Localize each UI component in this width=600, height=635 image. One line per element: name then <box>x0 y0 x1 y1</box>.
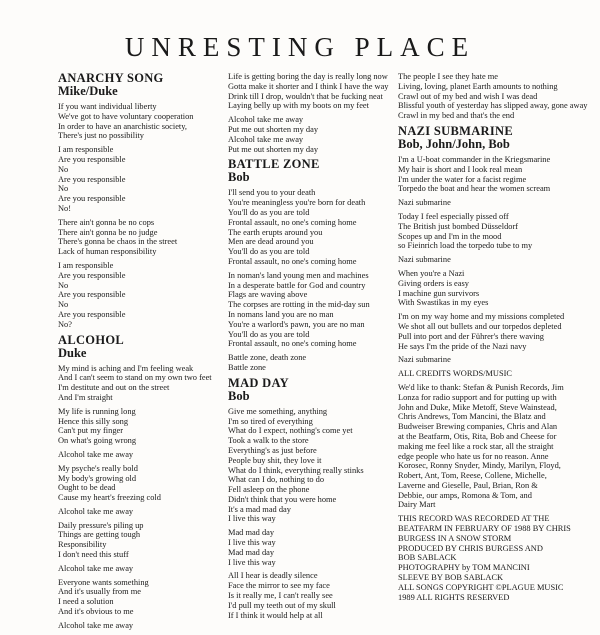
stanza <box>398 212 566 251</box>
lyric-line: Took a walk to the store <box>228 436 309 446</box>
lyric-line: Crawl in my bed and that's the end <box>398 111 515 121</box>
lyric-line: Hence this silly song <box>58 416 129 426</box>
lyric-line: You're a warlord's pawn, you are no man <box>228 319 365 329</box>
stanza <box>398 198 566 208</box>
song-title: MAD DAY <box>228 375 290 390</box>
lyric-line: Today I feel especially pissed off <box>398 211 509 221</box>
lyric-line: Korosec, Ronny Snyder, Mindy, Marilyn, Floyd, <box>398 461 561 471</box>
song-block <box>228 72 396 154</box>
lyric-line: Put me out shorten my day <box>228 124 319 134</box>
stanza <box>228 571 396 620</box>
stanza <box>228 271 396 349</box>
lyric-line: Nazi submarine <box>398 355 451 365</box>
lyric-line: Giving orders is easy <box>398 278 469 288</box>
lyric-line: BEATFARM IN FEBRUARY OF 1988 BY CHRIS <box>398 524 571 534</box>
lyric-line: And I can't seem to stand on my own two feet <box>58 373 212 383</box>
stanza <box>58 145 226 214</box>
lyric-line: Put me out shorten my day <box>228 144 319 154</box>
lyric-line: Everyone wants something <box>58 577 149 587</box>
lyric-line: There ain't gonna be no cops <box>58 217 155 227</box>
stanza <box>58 407 226 446</box>
song-block <box>398 123 571 602</box>
lyric-line: When you're a Nazi <box>398 268 465 278</box>
stanza <box>228 528 396 567</box>
lyric-line: Torpedo the boat and hear the women scream <box>398 184 551 194</box>
lyric-line: All I hear is deadly silence <box>228 571 318 581</box>
lyric-line: No! <box>58 203 72 213</box>
lyric-line: Cause my heart's freezing cold <box>58 493 161 503</box>
lyric-line: Debbie, our amps, Romona & Tom, and <box>398 490 532 500</box>
song-block <box>228 158 396 372</box>
stanza <box>228 115 396 154</box>
column-2 <box>228 72 396 624</box>
lyric-line: You're meaningless you're born for death <box>228 198 366 208</box>
song-credit: Mike/Duke <box>58 84 118 98</box>
lyric-line: My psyche's really bold <box>58 463 138 473</box>
lyric-line: In a desperate battle for God and country <box>228 280 366 290</box>
lyric-line: We shot all out bullets and our torpedos depleted <box>398 321 562 331</box>
song-credit: Bob <box>228 388 250 403</box>
page-title: UNRESTING PLACE <box>124 32 476 62</box>
stanza <box>58 464 226 503</box>
lyric-line: Frontal assault, no one's coming home <box>228 256 357 266</box>
lyric-line: If you want individual liberty <box>58 102 157 111</box>
lyric-line: You'll do as you are told <box>228 247 310 257</box>
song-title: BATTLE ZONE <box>228 157 320 172</box>
lyric-line: Nazi submarine <box>398 198 451 208</box>
song-block <box>58 334 226 631</box>
lyric-line: The British just bombed Düsseldorf <box>398 221 519 231</box>
lyric-line: My mind is aching and I'm feeling weak <box>58 363 194 373</box>
lyric-line: In noman's land young men and machines <box>228 270 369 280</box>
lyric-line: Living, loving, planet Earth amounts to nothing <box>398 81 558 91</box>
lyric-line: I'd pull my teeth out of my skull <box>228 600 336 610</box>
stanza <box>398 355 566 365</box>
lyric-line: Ought to be dead <box>58 483 116 493</box>
stanza <box>398 312 566 351</box>
stanza <box>228 407 396 525</box>
lyric-line: He says I'm the pride of the Nazi navy <box>398 341 527 351</box>
lyric-line: 1989 ALL RIGHTS RESERVED <box>398 592 510 602</box>
lyric-line: My life is running long <box>58 406 136 416</box>
lyric-line: Responsibility <box>58 540 107 550</box>
lyric-line: Mad mad day <box>228 547 275 557</box>
lyric-line: Are you responsible <box>58 174 126 184</box>
lyric-line: What can I do, nothing to do <box>228 475 325 485</box>
lyric-line: You'll do as you are told <box>228 329 310 339</box>
lyric-line: Laverne and Gieselle, Paul, Brian, Ron & <box>398 480 538 490</box>
song-block <box>58 72 226 330</box>
lyric-line: Crawl out of my bed and wish I was dead <box>398 91 538 101</box>
lyric-line: Are you responsible <box>58 270 126 280</box>
lyric-line: I am responsible <box>58 260 114 270</box>
lyric-line: Alcohol take me away <box>228 134 304 144</box>
stanza <box>58 450 226 460</box>
lyric-line: You'll do as you are told <box>228 207 310 217</box>
lyric-line: Frontal assault, no one's coming home <box>228 339 357 349</box>
song-title: ALCOHOL <box>58 332 124 347</box>
lyric-line: Alcohol take me away <box>58 449 134 459</box>
lyric-line: Alcohol take me away <box>58 506 134 516</box>
lyric-line: I'll send you to your death <box>228 188 316 198</box>
lyric-line: The corpses are rotting in the mid-day sun <box>228 300 370 310</box>
lyric-line: Frontal assault, no one's coming home <box>228 217 357 227</box>
lyric-line: What do I think, everything really stinks <box>228 465 364 475</box>
lyric-line: Drink till I drop, wouldn't that be fucking neat <box>228 91 383 101</box>
stanza <box>228 188 396 266</box>
lyric-line: In order to have an anarchistic society, <box>58 121 187 131</box>
lyric-line: Blissful youth of yesterday has slipped away, gone away <box>398 101 588 111</box>
lyric-line: And it's obvious to me <box>58 607 134 617</box>
lyric-line: No? <box>58 319 72 329</box>
lyric-line: ALL SONGS COPYRIGHT ©PLAGUE MUSIC <box>398 582 564 592</box>
lyric-line: I'm a U-boat commander in the Kriegsmarine <box>398 154 551 164</box>
lyric-line: making me feel like a rock star, all the straight <box>398 441 554 451</box>
lyric-line: On what's going wrong <box>58 436 137 446</box>
lyric-line: so Fieinrich load the torpedo tube to my <box>398 241 533 251</box>
lyric-line: I live this way <box>228 538 276 548</box>
lyric-line: Budweiser Brewing companies, Chris and Alan <box>398 422 558 432</box>
lyric-line: I live this way <box>228 514 276 524</box>
lyric-line: Fell asleep on the phone <box>228 485 310 495</box>
lyric-line: The earth erupts around you <box>228 227 323 237</box>
stanza <box>58 261 226 330</box>
stanza <box>398 72 588 121</box>
song-block <box>398 72 588 121</box>
lyric-line: Are you responsible <box>58 194 126 204</box>
stanza <box>58 521 226 560</box>
lyric-line: Mad mad day <box>228 528 275 538</box>
lyric-line: Give me something, anything <box>228 406 328 416</box>
song-title: ANARCHY SONG <box>58 71 164 85</box>
lyric-line: Is it really me, I can't really see <box>228 591 333 601</box>
lyric-line: No <box>58 280 69 290</box>
lyric-line: Men are dead around you <box>228 237 314 247</box>
lyric-line: No <box>58 164 69 174</box>
lyric-line: John and Duke, Mike Metoff, Steve Wainstead, <box>398 402 557 412</box>
lyric-line: PHOTOGRAPHY by TOM MANCINI <box>398 563 530 573</box>
lyric-line: There's just no possibility <box>58 131 144 141</box>
lyric-line: And it's usually from me <box>58 587 141 597</box>
stanza <box>398 383 566 510</box>
lyric-line: If I think it would help at all <box>228 610 323 620</box>
stanza <box>398 255 566 265</box>
song-title: NAZI SUBMARINE <box>398 123 513 138</box>
song-credit: Bob <box>228 170 250 185</box>
song-credit: Duke <box>58 345 87 360</box>
lyric-line: With Swastikas in my eyes <box>398 298 489 308</box>
lyric-line: Scopes up and I'm in the mood <box>398 231 502 241</box>
lyric-line: Are you responsible <box>58 309 126 319</box>
lyric-line: We'd like to thank: Stefan & Punish Records, Jim <box>398 382 564 392</box>
lyric-line: I machine gun survivors <box>398 288 480 298</box>
lyric-line: THIS RECORD WAS RECORDED AT THE <box>398 514 550 524</box>
lyric-line: Everything's as just before <box>228 445 317 455</box>
column-1 <box>58 72 226 635</box>
lyric-line: My body's growing old <box>58 473 137 483</box>
lyric-line: I'm destitute and out on the street <box>58 383 170 393</box>
lyric-line: Pull into port and der Führer's there waving <box>398 331 544 341</box>
song-block <box>228 377 396 621</box>
lyric-line: ALL CREDITS WORDS/MUSIC <box>398 369 513 379</box>
lyric-line: What do I expect, nothing's come yet <box>228 426 353 436</box>
lyric-line: People buy shit, they love it <box>228 455 322 465</box>
lyric-line: I'm so tired of everything <box>228 416 313 426</box>
lyric-line: Alcohol take me away <box>58 563 134 573</box>
lyric-line: Face the mirror to see my face <box>228 581 330 591</box>
stanza <box>58 578 226 617</box>
stanza <box>398 269 566 308</box>
lyric-line: Life is getting boring the day is really long now <box>228 72 388 81</box>
lyric-line: It's a mad mad day <box>228 504 291 514</box>
lyric-line: Lack of human responsibility <box>58 247 157 257</box>
stanza <box>58 218 226 257</box>
lyric-line: Daily pressure's piling up <box>58 520 144 530</box>
lyric-line: And I'm straight <box>58 392 113 402</box>
lyric-line: There's gonna be chaos in the street <box>58 237 178 247</box>
column-3 <box>398 72 588 606</box>
lyric-line: Didn't think that you were home <box>228 494 337 504</box>
lyric-line: My hair is short and I look real mean <box>398 164 523 174</box>
stanza <box>398 155 566 194</box>
lyric-line: Robert, Ant, Tom, Reese, Collene, Michelle, <box>398 471 547 481</box>
lyric-line: BURGESS IN A SNOW STORM <box>398 533 512 543</box>
stanza <box>58 364 226 403</box>
lyric-line: PRODUCED BY CHRIS BURGESS AND <box>398 543 543 553</box>
stanza <box>398 369 566 379</box>
lyric-line: No <box>58 300 69 310</box>
lyric-line: I live this way <box>228 557 276 567</box>
lyric-line: In nomans land you are no man <box>228 309 334 319</box>
lyric-line: I don't need this stuff <box>58 550 129 560</box>
lyric-line: No <box>58 184 69 194</box>
stanza <box>58 507 226 517</box>
lyric-line: I'm under the water for a facist regime <box>398 174 527 184</box>
lyric-line: Are you responsible <box>58 154 126 164</box>
lyric-line: Battle zone <box>228 362 266 372</box>
stanza <box>398 514 571 602</box>
lyric-line: The people I see they hate me <box>398 72 498 81</box>
stanza <box>58 621 226 631</box>
lyric-line: Dairy Mart <box>398 500 436 510</box>
lyric-line: Flags are waving above <box>228 290 308 300</box>
lyric-line: Alcohol take me away <box>58 620 134 630</box>
lyric-line: Nazi submarine <box>398 255 451 265</box>
lyric-line: edge people who hate us for no reason. Anne <box>398 451 549 461</box>
lyric-line: SLEEVE BY BOB SABLACK <box>398 573 504 583</box>
lyric-line: I'm on my way home and my missions completed <box>398 312 565 322</box>
lyric-line: I am responsible <box>58 145 114 155</box>
lyric-line: Lonza for radio support and for putting up with <box>398 392 557 402</box>
stanza <box>228 72 396 111</box>
lyric-line: Chris Andrews, Tom Mancini, the Blatz and <box>398 412 546 422</box>
lyric-line: Gotta make it shorter and I think I have the way <box>228 81 389 91</box>
lyric-line: Things are getting tough <box>58 530 141 540</box>
lyric-line: There ain't gonna be no judge <box>58 227 158 237</box>
lyric-line: Laying belly up with my boots on my feet <box>228 101 369 111</box>
lyric-line: Battle zone, death zone <box>228 353 307 363</box>
lyric-line: Can't put my finger <box>58 426 124 436</box>
lyric-line: I need a solution <box>58 597 114 607</box>
lyric-line: Are you responsible <box>58 290 126 300</box>
lyric-line: at the Beatfarm, Otis, Rita, Bob and Cheese for <box>398 431 557 441</box>
stanza <box>228 353 396 373</box>
lyric-line: BOB SABLACK <box>398 553 457 563</box>
stanza <box>58 102 226 141</box>
lyric-line: Alcohol take me away <box>228 115 304 125</box>
song-credit: Bob, John/John, Bob <box>398 136 510 151</box>
lyric-line: We've got to have voluntary cooperation <box>58 111 194 121</box>
stanza <box>58 564 226 574</box>
